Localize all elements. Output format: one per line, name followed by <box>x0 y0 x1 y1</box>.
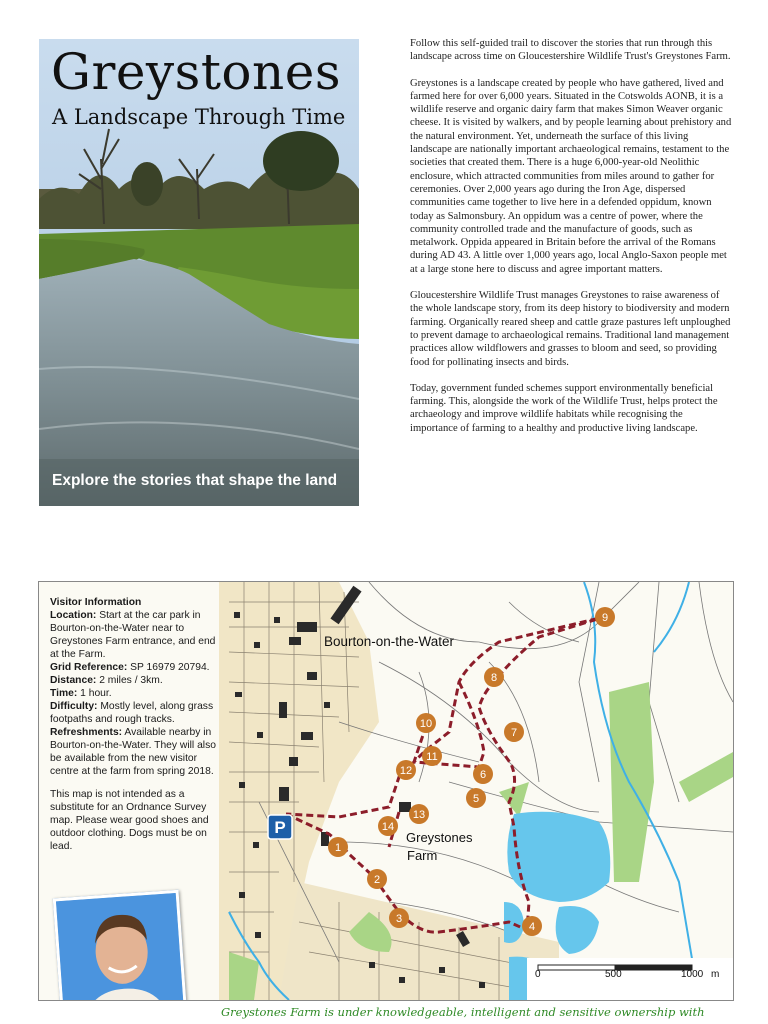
svg-text:14: 14 <box>381 821 395 833</box>
farm-label: Greystones <box>406 830 473 845</box>
waypoint-9 <box>595 607 615 627</box>
waypoint-10 <box>416 713 436 733</box>
svg-text:11: 11 <box>426 751 438 763</box>
intro-paragraph: Follow this self-guided trail to discover the stories that run through this landscape across time on Gloucestershire Wildlife Trust's Greystones Farm. <box>410 38 731 63</box>
waypoint-11 <box>422 746 442 766</box>
waypoint-3 <box>389 908 409 928</box>
cover-tagline: Explore the stories that shape the land <box>52 472 338 489</box>
scale-label-end: 1000 <box>681 969 704 980</box>
cover-title: Greystones <box>51 43 341 101</box>
cover-image <box>39 39 359 506</box>
visitor-grid-reference: Grid Reference: SP 16979 20794. <box>50 662 210 673</box>
visitor-info-panel <box>50 596 220 853</box>
svg-text:12: 12 <box>399 765 413 777</box>
intro-paragraph: Gloucestershire Wildlife Trust manages Greystones to raise awareness of the whole landscape story, from its deep history to biodiversity and modern farming. Organically reared sheep and cattle graze pastures left unploughed to prevent damage to archaeological remains. Traditional land management practices allow wildflowers and grasses to bloom and seed, so providing food for pollinating insects and birds. <box>410 290 731 368</box>
farm-caption: Greystones Farm is under knowledgeable, intelligent and sensitive ownership with <box>221 1005 705 1019</box>
visitor-distance: Distance: 2 miles / 3km. <box>50 675 163 686</box>
intro-text <box>410 37 732 448</box>
parking-icon <box>268 815 292 839</box>
svg-text:9: 9 <box>601 612 609 624</box>
visitor-difficulty: Difficulty: Mostly level, along grass footpaths and rough tracks. <box>50 701 214 725</box>
svg-text:13: 13 <box>412 809 426 821</box>
waypoint-7 <box>504 722 524 742</box>
svg-text:5: 5 <box>472 793 480 805</box>
svg-text:8: 8 <box>490 672 498 684</box>
waypoint-1 <box>328 837 348 857</box>
trail-map <box>38 581 734 1001</box>
intro-paragraph: Today, government funded schemes support environmentally beneficial farming. This, alongside the work of the Wildlife Trust, helps protect the archaeology and improve wildlife habitats while recognising the importance of farming to a healthy and productive living landscape. <box>410 382 718 434</box>
waypoint-12 <box>396 760 416 780</box>
svg-text:P: P <box>274 818 286 837</box>
svg-text:3: 3 <box>395 913 403 925</box>
visitor-location: Location: Start at the car park in Bourton-on-the-Water near to Greystones Farm entrance, and end at the Farm. <box>50 610 216 660</box>
waypoint-13 <box>409 804 429 824</box>
svg-text:2: 2 <box>373 874 381 886</box>
scale-label-mid: 500 <box>605 969 622 980</box>
farm-label-line2: Farm <box>407 848 438 863</box>
map-disclaimer: This map is not intended as a substitute for an Ordnance Survey map. Please wear good shoes and outdoor clothing. Dogs must be on lead. <box>50 789 209 852</box>
farmer-portrait-photo <box>53 890 187 1001</box>
intro-paragraph: Greystones is a landscape created by people who have gathered, lived and farmed here for over 6,000 years. Situated in the Cotswolds AONB, it is a wildlife reserve and organic dairy farm that makes Simon Weaver organic cheese. It is visited by walkers, and by people learning about prehistory and the natural environment. Yet, underneath the surface of this living landscape are nationally important archaeological remains, testament to the societies that created them. There is a huge 6,000-year-old Neolithic enclosure, which attracted communities from miles around to gather for ceremonies. Over 2,000 years ago during the Iron Age, dispersed communities came together to live here in a defended oppidum, known today as Salmonsbury. An oppidum was a centre of power, where the community controlled trade and the manufacture of goods, such as metalwork. Oppida appeared in Britain before the arrival of the Romans during AD 43. A little over 1,000 years ago, local Anglo-Saxon people met at a large stone here to discuss and agree important matters. <box>410 77 732 275</box>
visitor-refreshments: Refreshments: Available nearby in Bourton-on-the-Water. They will also be available from the new visitor centre at the farm from spring 2018. <box>50 727 216 777</box>
waypoint-14 <box>378 816 398 836</box>
cover-subtitle: A Landscape Through Time <box>52 105 346 129</box>
svg-text:6: 6 <box>479 769 487 781</box>
waypoint-4 <box>522 916 542 936</box>
svg-text:4: 4 <box>528 921 536 933</box>
svg-text:7: 7 <box>510 727 518 739</box>
waypoint-8 <box>484 667 504 687</box>
svg-text:10: 10 <box>419 718 433 730</box>
town-label: Bourton-on-the-Water <box>324 634 455 649</box>
scale-unit: m <box>711 969 720 980</box>
visitor-info-heading: Visitor Information <box>50 597 142 608</box>
waypoint-6 <box>473 764 493 784</box>
waypoint-5 <box>466 788 486 808</box>
waypoint-2 <box>367 869 387 889</box>
visitor-time: Time: 1 hour. <box>50 688 112 699</box>
scale-label-zero: 0 <box>535 969 541 980</box>
svg-text:1: 1 <box>334 842 342 854</box>
